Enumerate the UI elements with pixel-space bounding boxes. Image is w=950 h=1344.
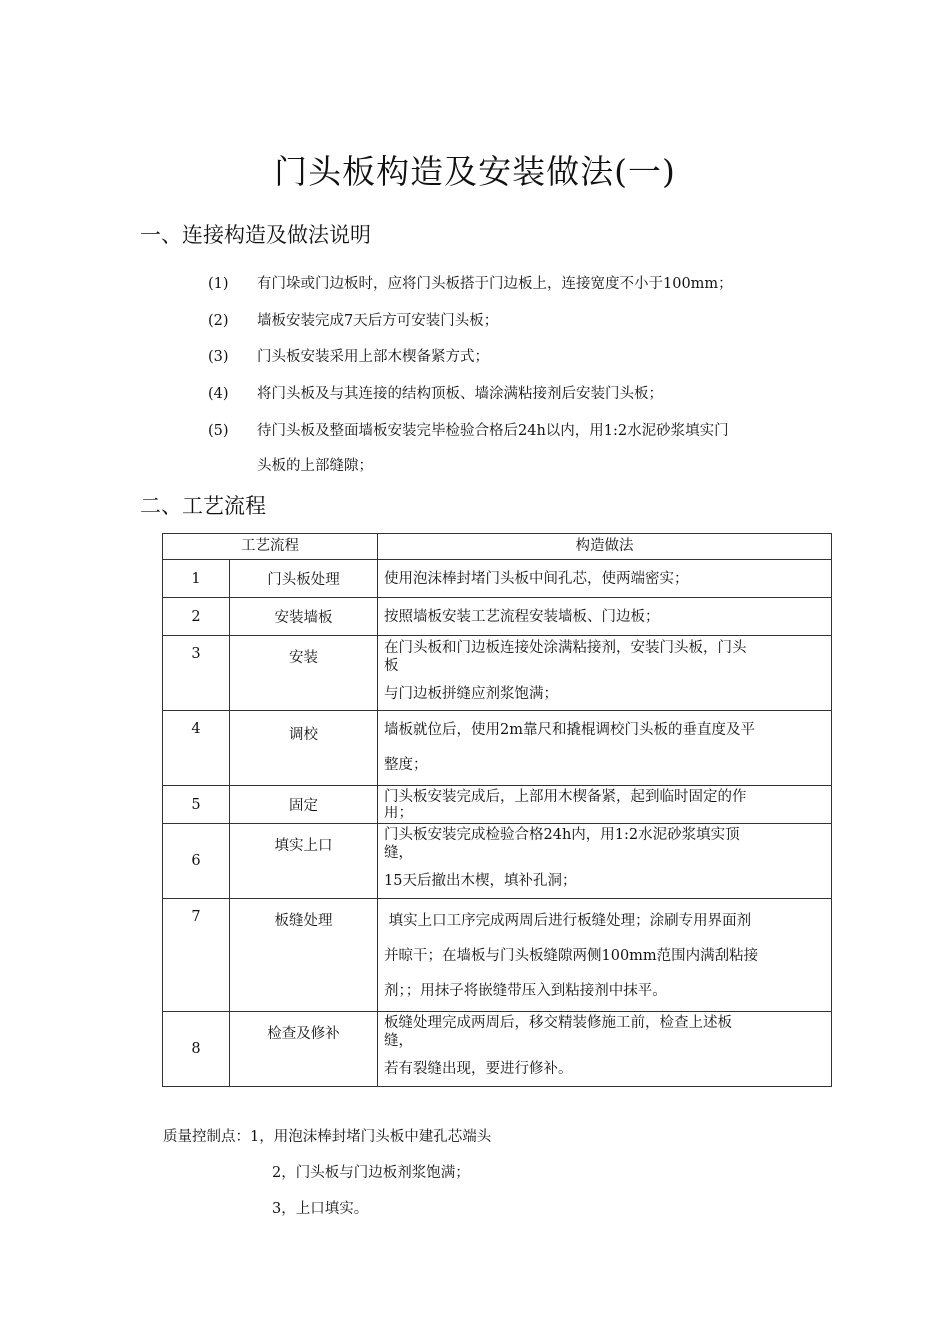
description-line: 若有裂缝出现，要进行修补。 [384, 1061, 573, 1077]
row-number: 8 [163, 1012, 230, 1087]
quality-point: 1，用泡沫棒封堵门头板中建孔芯端头 [250, 1129, 492, 1145]
row-number: 2 [163, 598, 230, 636]
description-line: 门头板安装完成检验合格24h内，用1:2水泥砂浆填实顶 [384, 827, 740, 843]
section2-heading: 二、工艺流程 [140, 494, 266, 518]
row-description [378, 636, 832, 711]
row-step: 安装墙板 [230, 598, 378, 636]
row-description [378, 560, 832, 598]
row-number: 1 [163, 560, 230, 598]
row-description [378, 786, 832, 824]
quality-control-line [163, 1125, 491, 1146]
row-step: 安装 [230, 636, 378, 711]
item-number: (2) [208, 313, 229, 329]
description-line: 15天后撤出木楔，填补孔洞； [384, 873, 577, 889]
row-description [378, 899, 832, 1012]
row-step: 门头板处理 [230, 560, 378, 598]
item-text: 门头板安装采用上部木楔备紧方式； [257, 349, 489, 365]
item-number: (5) [208, 423, 229, 439]
table-row [163, 636, 832, 711]
table-row [163, 1012, 832, 1087]
description-line: 板缝处理完成两周后，移交精装修施工前，检查上述板 [384, 1015, 732, 1031]
row-number: 4 [163, 711, 230, 786]
row-number: 5 [163, 786, 230, 824]
row-description [378, 824, 832, 899]
description-line: 剂；；用抹子将嵌缝带压入到粘接剂中抹平。 [384, 983, 667, 999]
table-row [163, 711, 832, 786]
quality-label: 质量控制点： [163, 1129, 250, 1145]
row-description [378, 1012, 832, 1087]
table-header-row [163, 534, 832, 560]
description-line: 缝， [384, 1033, 413, 1049]
row-step: 检查及修补 [230, 1012, 378, 1087]
description-line: 整度； [384, 757, 428, 773]
description-line: 墙板就位后，使用2m靠尺和撬棍调校门头板的垂直度及平 [384, 722, 755, 738]
quality-point: 3，上口填实。 [272, 1201, 369, 1217]
description-line: 在门头板和门边板连接处涂满粘接剂，安装门头板，门头 [384, 640, 747, 656]
description-line: 填实上口工序完成两周后进行板缝处理；涂刷专用界面剂 [384, 913, 752, 929]
row-step: 板缝处理 [230, 899, 378, 1012]
page-title: 门头板构造及安装做法(一) [274, 152, 676, 191]
row-step: 调校 [230, 711, 378, 786]
description-line: 用； [384, 806, 413, 820]
description-line: 按照墙板安装工艺流程安装墙板、门边板； [384, 608, 660, 625]
description-line: 与门边板拼缝应剂浆饱满； [384, 686, 558, 702]
process-table [162, 533, 832, 1087]
item-text: 将门头板及与其连接的结构顶板、墙涂满粘接剂后安装门头板； [257, 386, 663, 402]
section1-heading: 一、连接构造及做法说明 [140, 223, 371, 247]
table-row [163, 824, 832, 899]
item-text: 有门垛或门边板时，应将门头板搭于门边板上，连接宽度不小于100mm； [257, 276, 733, 292]
table-row [163, 786, 832, 824]
row-description [378, 598, 832, 636]
item-number: (3) [208, 349, 229, 365]
row-number: 6 [163, 824, 230, 899]
row-step: 填实上口 [230, 824, 378, 899]
row-step: 固定 [230, 786, 378, 824]
description-line: 使用泡沫棒封堵门头板中间孔芯，使两端密实； [384, 570, 689, 587]
item-text: 墙板安装完成7天后方可安装门头板； [257, 313, 499, 329]
table-row [163, 899, 832, 1012]
row-description [378, 711, 832, 786]
table-row [163, 560, 832, 598]
list-item-continuation: 头板的上部缝隙； [257, 458, 373, 474]
quality-point: 2，门头板与门边板剂浆饱满； [272, 1165, 470, 1181]
description-line: 板 [384, 658, 399, 674]
item-number: (1) [208, 276, 229, 292]
table-row [163, 598, 832, 636]
description-line: 门头板安装完成后，上部用木楔备紧，起到临时固定的作 [384, 789, 747, 805]
description-line: 缝， [384, 845, 413, 861]
header-method: 构造做法 [378, 534, 832, 560]
item-number: (4) [208, 386, 229, 402]
item-text: 待门头板及整面墙板安装完毕检验合格后24h以内，用1:2水泥砂浆填实门 [257, 423, 729, 439]
row-number: 7 [163, 899, 230, 1012]
header-process: 工艺流程 [163, 534, 378, 560]
row-number: 3 [163, 636, 230, 711]
description-line: 并晾干；在墙板与门头板缝隙两侧100mm范围内满刮粘接 [384, 948, 759, 964]
